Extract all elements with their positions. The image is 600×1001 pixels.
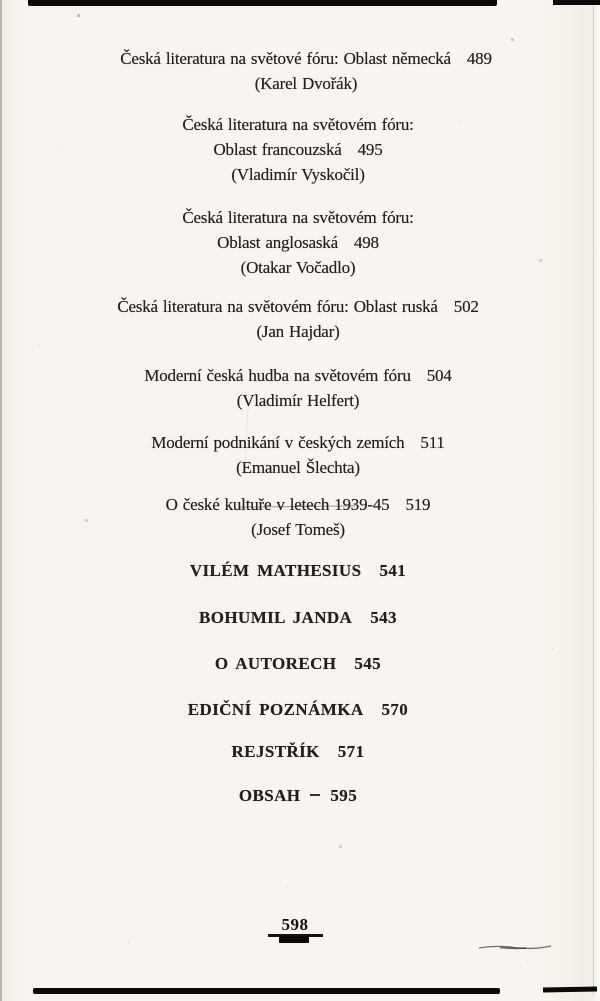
toc-entry-title-text: Moderní podnikání v českých zemích xyxy=(151,433,405,452)
toc-entry-subtitle xyxy=(0,137,596,162)
toc-entry-author: (Emanuel Šlechta) xyxy=(236,458,360,477)
toc-entry-page: 495 xyxy=(357,140,383,159)
toc-entry-author: (Jan Hajdar) xyxy=(256,322,340,341)
toc-entry-title-text: Česká literatura na světovém fóru: xyxy=(182,115,414,134)
toc-section-page: 595 xyxy=(330,786,358,805)
toc-entry-author: (Vladimír Vyskočil) xyxy=(231,165,365,184)
toc-section-label: BOHUMIL JANDA xyxy=(199,608,353,627)
toc-section-page: 570 xyxy=(381,700,409,719)
toc-section-heading xyxy=(0,558,596,584)
toc-entry-title-text: O české kultuře v letech 1939-45 xyxy=(165,495,390,514)
scan-dash-artifact xyxy=(310,794,320,796)
toc-entry-title-text: Česká literatura na světovém fóru: xyxy=(182,208,414,227)
toc-entry-author: (Vladimír Helfert) xyxy=(236,391,360,410)
page-number: 598 xyxy=(281,915,309,934)
toc-section-label: O AUTORECH xyxy=(214,654,337,673)
toc-entry-page: 498 xyxy=(353,233,379,252)
toc-entry xyxy=(0,294,596,344)
toc-section-label: REJSTŘÍK xyxy=(231,742,320,761)
toc-entry-title xyxy=(0,430,596,455)
toc-section-label: OBSAH xyxy=(238,786,301,805)
scan-black-bar-top xyxy=(28,0,497,6)
scan-speckles xyxy=(0,0,1,1)
toc-entry-page: 519 xyxy=(405,495,431,514)
scan-black-bar-top-right xyxy=(553,0,600,5)
toc-entry-subtitle-text: Oblast anglosaská xyxy=(217,233,338,252)
toc-entry-title-text: Česká literatura na světovém fóru: Oblast ruská xyxy=(117,297,438,316)
toc-entry xyxy=(0,205,596,280)
toc-entry-title-text: Moderní česká hudba na světovém fóru xyxy=(144,366,411,385)
toc-entry-title-text: Česká literatura na světové fóru: Oblast německá xyxy=(120,49,451,68)
toc-entry-subtitle xyxy=(0,230,596,255)
toc-entry-author: (Otakar Vočadlo) xyxy=(240,258,356,277)
toc-entry xyxy=(8,46,600,96)
toc-entry-title xyxy=(0,294,596,319)
toc-entry xyxy=(0,112,596,187)
toc-section-heading xyxy=(0,783,596,809)
toc-entry-page: 502 xyxy=(453,297,479,316)
toc-entry-page: 489 xyxy=(466,49,492,68)
toc-entry-page: 504 xyxy=(426,366,452,385)
toc-section-label: EDIČNÍ POZNÁMKA xyxy=(187,700,364,719)
toc-entry-title xyxy=(0,112,596,137)
toc-section-page: 541 xyxy=(379,561,407,580)
toc-section-heading xyxy=(0,605,596,631)
toc-entry-page: 511 xyxy=(420,433,445,452)
ink-smudge xyxy=(279,936,309,943)
scan-black-bar-bottom xyxy=(33,988,500,994)
toc-section-label: VILÉM MATHESIUS xyxy=(189,561,362,580)
toc-section-page: 571 xyxy=(337,742,365,761)
toc-entry xyxy=(0,492,596,542)
toc-section-heading xyxy=(0,651,596,677)
toc-entry-subtitle-text: Oblast francouzská xyxy=(213,140,342,159)
scratch-mark xyxy=(478,942,552,954)
toc-section-heading xyxy=(0,697,596,723)
scan-black-bar-bottom-right xyxy=(543,987,597,993)
toc-section-page: 543 xyxy=(370,608,397,627)
toc-entry-title xyxy=(0,363,596,388)
toc-entry xyxy=(0,430,596,480)
toc-entry-author: (Josef Tomeš) xyxy=(251,520,345,539)
table-of-contents xyxy=(0,46,596,809)
toc-entry-title xyxy=(0,205,596,230)
toc-entry-title xyxy=(8,46,600,71)
toc-section-page: 545 xyxy=(354,654,382,673)
toc-entry-title xyxy=(0,492,596,517)
toc-entry-author: (Karel Dvořák) xyxy=(254,74,358,93)
toc-entry xyxy=(0,363,596,413)
toc-section-heading xyxy=(0,739,596,765)
